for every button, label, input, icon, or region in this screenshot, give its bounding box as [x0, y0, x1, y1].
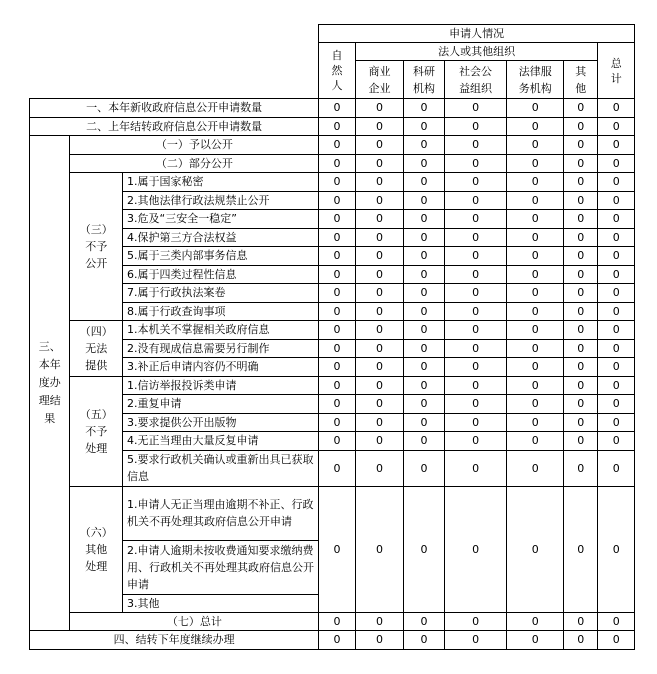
- value-cell: 0: [444, 321, 507, 340]
- value-cell: 0: [355, 339, 404, 358]
- value-cell: 0: [444, 117, 507, 136]
- value-cell: 0: [319, 376, 355, 395]
- total-row-label: （七）总计: [70, 612, 319, 631]
- item-label: 2.申请人逾期未按收费通知要求缴纳费用、行政机关不再处理其政府信息公开申请: [123, 540, 319, 594]
- value-cell: 0: [598, 265, 635, 284]
- deny-group-label: （三） 不予 公开: [70, 173, 123, 321]
- value-cell: 0: [355, 99, 404, 118]
- value-cell: 0: [564, 413, 598, 432]
- value-cell: 0: [319, 173, 355, 192]
- value-cell: 0: [444, 302, 507, 321]
- item-label: 1.本机关不掌握相关政府信息: [123, 321, 319, 340]
- value-cell: 0: [319, 413, 355, 432]
- value-cell: 0: [598, 432, 635, 451]
- value-cell: 0: [507, 339, 564, 358]
- results-section-label: 三、 本年 度办 理结 果: [30, 136, 70, 631]
- value-cell: 0: [598, 486, 635, 612]
- value-cell: 0: [598, 302, 635, 321]
- value-cell: 0: [404, 339, 444, 358]
- value-cell: 0: [598, 612, 635, 631]
- value-cell: 0: [598, 247, 635, 266]
- partial-label: （二）部分公开: [70, 154, 319, 173]
- value-cell: 0: [564, 302, 598, 321]
- value-cell: 0: [564, 117, 598, 136]
- value-cell: 0: [444, 486, 507, 612]
- value-cell: 0: [507, 154, 564, 173]
- value-cell: 0: [564, 321, 598, 340]
- value-cell: 0: [564, 191, 598, 210]
- value-cell: 0: [319, 117, 355, 136]
- value-cell: 0: [598, 395, 635, 414]
- value-cell: 0: [564, 99, 598, 118]
- value-cell: 0: [355, 631, 404, 650]
- value-cell: 0: [444, 136, 507, 155]
- value-cell: 0: [507, 302, 564, 321]
- item-label: 3.其他: [123, 594, 319, 612]
- table-row: [30, 173, 635, 192]
- value-cell: 0: [404, 210, 444, 229]
- value-cell: 0: [564, 450, 598, 486]
- value-cell: 0: [444, 191, 507, 210]
- value-cell: 0: [598, 136, 635, 155]
- value-cell: 0: [444, 450, 507, 486]
- carryover-in-label: 二、上年结转政府信息公开申请数量: [30, 117, 319, 136]
- value-cell: 0: [598, 284, 635, 303]
- value-cell: 0: [564, 612, 598, 631]
- value-cell: 0: [444, 284, 507, 303]
- value-cell: 0: [404, 395, 444, 414]
- value-cell: 0: [355, 265, 404, 284]
- value-cell: 0: [598, 99, 635, 118]
- value-cell: 0: [598, 321, 635, 340]
- value-cell: 0: [319, 432, 355, 451]
- legal-group-header: 法人或其他组织: [355, 43, 598, 61]
- table-row: [30, 99, 635, 118]
- value-cell: 0: [319, 302, 355, 321]
- value-cell: 0: [355, 210, 404, 229]
- value-cell: 0: [444, 228, 507, 247]
- value-cell: 0: [444, 247, 507, 266]
- value-cell: 0: [355, 154, 404, 173]
- value-cell: 0: [319, 99, 355, 118]
- item-label: 1.属于国家秘密: [123, 173, 319, 192]
- value-cell: 0: [355, 173, 404, 192]
- value-cell: 0: [444, 99, 507, 118]
- value-cell: 0: [444, 432, 507, 451]
- value-cell: 0: [444, 265, 507, 284]
- value-cell: 0: [355, 376, 404, 395]
- total-header: 总 计: [598, 43, 635, 99]
- value-cell: 0: [355, 136, 404, 155]
- value-cell: 0: [507, 631, 564, 650]
- value-cell: 0: [598, 450, 635, 486]
- item-label: 8.属于行政查询事项: [123, 302, 319, 321]
- legal-subtype-header: 社会公 益组织: [444, 61, 507, 99]
- value-cell: 0: [404, 450, 444, 486]
- table-row: [30, 631, 635, 650]
- value-cell: 0: [507, 210, 564, 229]
- value-cell: 0: [507, 247, 564, 266]
- value-cell: 0: [404, 321, 444, 340]
- value-cell: 0: [598, 631, 635, 650]
- value-cell: 0: [404, 612, 444, 631]
- value-cell: 0: [404, 358, 444, 377]
- value-cell: 0: [355, 191, 404, 210]
- value-cell: 0: [564, 265, 598, 284]
- natural-person-header: 自 然 人: [319, 43, 355, 99]
- value-cell: 0: [355, 358, 404, 377]
- value-cell: 0: [404, 247, 444, 266]
- value-cell: 0: [319, 358, 355, 377]
- value-cell: 0: [404, 265, 444, 284]
- value-cell: 0: [564, 247, 598, 266]
- table-row: [30, 376, 635, 395]
- value-cell: 0: [564, 395, 598, 414]
- value-cell: 0: [404, 117, 444, 136]
- legal-subtype-header: 其 他: [564, 61, 598, 99]
- value-cell: 0: [319, 612, 355, 631]
- value-cell: 0: [355, 284, 404, 303]
- value-cell: 0: [355, 228, 404, 247]
- value-cell: 0: [564, 432, 598, 451]
- value-cell: 0: [598, 339, 635, 358]
- value-cell: 0: [319, 321, 355, 340]
- value-cell: 0: [319, 631, 355, 650]
- item-label: 1.信访举报投诉类申请: [123, 376, 319, 395]
- table-row: [30, 117, 635, 136]
- value-cell: 0: [598, 154, 635, 173]
- value-cell: 0: [507, 117, 564, 136]
- value-cell: 0: [444, 612, 507, 631]
- disclosure-statistics-table: [29, 24, 635, 650]
- legal-subtype-header: 科研 机构: [404, 61, 444, 99]
- value-cell: 0: [598, 173, 635, 192]
- value-cell: 0: [507, 413, 564, 432]
- value-cell: 0: [564, 631, 598, 650]
- value-cell: 0: [355, 117, 404, 136]
- value-cell: 0: [507, 265, 564, 284]
- value-cell: 0: [564, 210, 598, 229]
- value-cell: 0: [404, 413, 444, 432]
- value-cell: 0: [598, 117, 635, 136]
- value-cell: 0: [355, 321, 404, 340]
- legal-subtype-header: 法律服 务机构: [507, 61, 564, 99]
- value-cell: 0: [507, 321, 564, 340]
- carryover-out-label: 四、结转下年度继续办理: [30, 631, 319, 650]
- item-label: 5.属于三类内部事务信息: [123, 247, 319, 266]
- value-cell: 0: [444, 173, 507, 192]
- value-cell: 0: [355, 395, 404, 414]
- table-row: [30, 136, 635, 155]
- legal-subtype-header: 商业 企业: [355, 61, 404, 99]
- value-cell: 0: [319, 154, 355, 173]
- value-cell: 0: [564, 376, 598, 395]
- item-label: 4.无正当理由大量反复申请: [123, 432, 319, 451]
- value-cell: 0: [564, 358, 598, 377]
- value-cell: 0: [564, 339, 598, 358]
- value-cell: 0: [319, 247, 355, 266]
- item-label: 2.其他法律行政法规禁止公开: [123, 191, 319, 210]
- value-cell: 0: [444, 358, 507, 377]
- value-cell: 0: [564, 228, 598, 247]
- value-cell: 0: [355, 612, 404, 631]
- value-cell: 0: [404, 99, 444, 118]
- value-cell: 0: [444, 631, 507, 650]
- value-cell: 0: [355, 247, 404, 266]
- value-cell: 0: [507, 450, 564, 486]
- value-cell: 0: [404, 631, 444, 650]
- value-cell: 0: [355, 302, 404, 321]
- value-cell: 0: [404, 191, 444, 210]
- item-label: 4.保护第三方合法权益: [123, 228, 319, 247]
- value-cell: 0: [564, 136, 598, 155]
- value-cell: 0: [404, 284, 444, 303]
- table-row: [30, 612, 635, 631]
- value-cell: 0: [319, 136, 355, 155]
- value-cell: 0: [319, 265, 355, 284]
- value-cell: 0: [355, 450, 404, 486]
- value-cell: 0: [355, 432, 404, 451]
- value-cell: 0: [507, 486, 564, 612]
- value-cell: 0: [598, 210, 635, 229]
- value-cell: 0: [355, 486, 404, 612]
- value-cell: 0: [404, 376, 444, 395]
- no-process-group-label: （五） 不予 处理: [70, 376, 123, 486]
- value-cell: 0: [598, 376, 635, 395]
- other-group-label: （六） 其他 处理: [70, 486, 123, 612]
- value-cell: 0: [507, 173, 564, 192]
- unable-group-label: （四） 无法 提供: [70, 321, 123, 377]
- item-label: 5.要求行政机关确认或重新出具已获取信息: [123, 450, 319, 486]
- value-cell: 0: [444, 339, 507, 358]
- value-cell: 0: [598, 413, 635, 432]
- item-label: 2.重复申请: [123, 395, 319, 414]
- value-cell: 0: [355, 413, 404, 432]
- value-cell: 0: [319, 284, 355, 303]
- new-requests-label: 一、本年新收政府信息公开申请数量: [30, 99, 319, 118]
- value-cell: 0: [444, 376, 507, 395]
- applicant-header: 申请人情况: [319, 25, 635, 43]
- value-cell: 0: [404, 154, 444, 173]
- table-row: [30, 486, 635, 540]
- value-cell: 0: [507, 432, 564, 451]
- value-cell: 0: [564, 154, 598, 173]
- value-cell: 0: [319, 228, 355, 247]
- blank-corner: [30, 25, 319, 99]
- value-cell: 0: [444, 154, 507, 173]
- value-cell: 0: [404, 302, 444, 321]
- item-label: 7.属于行政执法案卷: [123, 284, 319, 303]
- value-cell: 0: [404, 173, 444, 192]
- item-label: 3.要求提供公开出版物: [123, 413, 319, 432]
- item-label: 3.补正后申请内容仍不明确: [123, 358, 319, 377]
- value-cell: 0: [507, 395, 564, 414]
- value-cell: 0: [444, 210, 507, 229]
- value-cell: 0: [444, 413, 507, 432]
- value-cell: 0: [598, 228, 635, 247]
- value-cell: 0: [507, 191, 564, 210]
- value-cell: 0: [319, 395, 355, 414]
- grant-label: （一）予以公开: [70, 136, 319, 155]
- value-cell: 0: [507, 376, 564, 395]
- value-cell: 0: [507, 358, 564, 377]
- item-label: 6.属于四类过程性信息: [123, 265, 319, 284]
- value-cell: 0: [404, 136, 444, 155]
- item-label: 3.危及“三安全一稳定”: [123, 210, 319, 229]
- value-cell: 0: [507, 284, 564, 303]
- value-cell: 0: [564, 486, 598, 612]
- table-row: [30, 321, 635, 340]
- value-cell: 0: [319, 486, 355, 612]
- item-label: 2.没有现成信息需要另行制作: [123, 339, 319, 358]
- value-cell: 0: [444, 395, 507, 414]
- value-cell: 0: [598, 358, 635, 377]
- value-cell: 0: [507, 228, 564, 247]
- value-cell: 0: [564, 173, 598, 192]
- value-cell: 0: [564, 284, 598, 303]
- value-cell: 0: [404, 486, 444, 612]
- value-cell: 0: [404, 228, 444, 247]
- value-cell: 0: [598, 191, 635, 210]
- value-cell: 0: [404, 432, 444, 451]
- value-cell: 0: [507, 612, 564, 631]
- table-row: [30, 154, 635, 173]
- value-cell: 0: [319, 191, 355, 210]
- value-cell: 0: [319, 210, 355, 229]
- value-cell: 0: [319, 339, 355, 358]
- value-cell: 0: [507, 136, 564, 155]
- value-cell: 0: [507, 99, 564, 118]
- item-label: 1.申请人无正当理由逾期不补正、行政机关不再处理其政府信息公开申请: [123, 486, 319, 540]
- value-cell: 0: [319, 450, 355, 486]
